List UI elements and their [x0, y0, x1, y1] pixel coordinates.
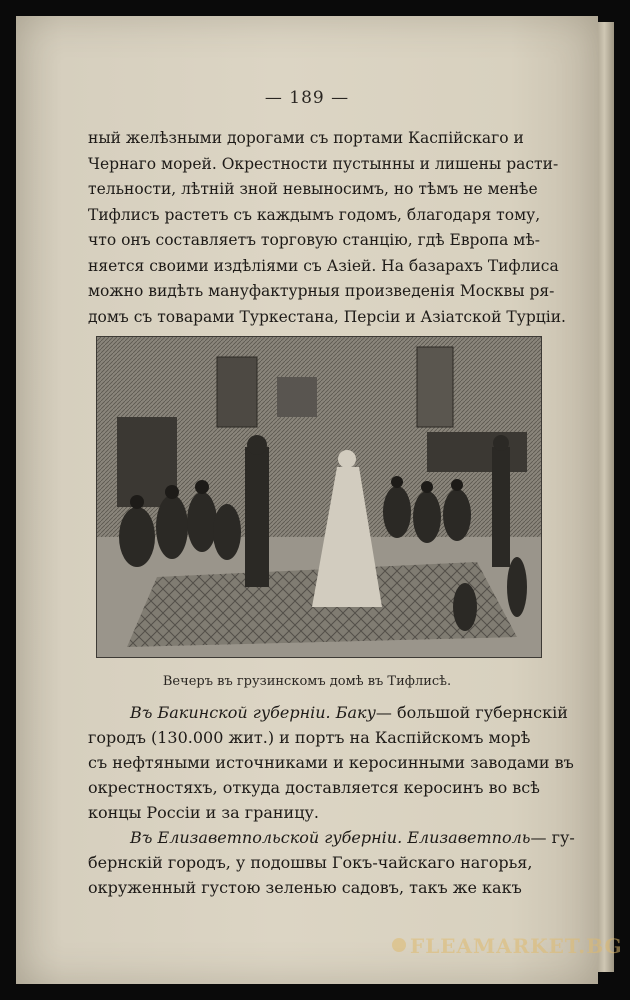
text-line: съ нефтяными источниками и керосинными заводами въ	[88, 753, 574, 772]
text-line: окрестностяхъ, откуда доставляется керосинъ во всѣ	[88, 778, 540, 797]
text-line: окруженный густою зеленью садовъ, такъ же какъ	[88, 878, 522, 897]
text-line: концы Россіи и за границу.	[88, 803, 319, 822]
text-line: ный желѣзными дорогами съ портами Каспійскаго и	[88, 129, 524, 147]
text-line: бернскій городъ, у подошвы Гокъ-чайскаго нагорья,	[88, 853, 533, 872]
text-line: что онъ составляетъ торговую станцію, гдѣ Европа мѣ-	[88, 231, 540, 249]
book-page	[16, 16, 598, 984]
text-line: тельности, лѣтній зной невыносимъ, но тѣмъ не менѣе	[88, 180, 538, 198]
text-line	[88, 825, 575, 850]
page-edge	[598, 22, 614, 972]
text-line: домъ съ товарами Туркестана, Персіи и Азіатской Турціи.	[88, 307, 566, 326]
text-line: Тифлисъ растетъ съ каждымъ годомъ, благодаря тому,	[88, 205, 541, 224]
baku-lead: Въ Бакинской губерніи. Баку	[130, 703, 376, 722]
text-line: можно видѣть мануфактурныя произведенія Москвы ря-	[88, 282, 555, 300]
paragraph-provinces	[88, 700, 575, 900]
paragraph-tiflis	[88, 126, 566, 330]
text-line: Чернаго морей. Окрестности пустынны и лишены расти-	[88, 154, 559, 173]
page-number: — 189 —	[264, 88, 350, 108]
watermark: FLEAMARKET.BG	[410, 934, 623, 958]
text-line: няется своими издѣліями съ Азіей. На базарахъ Тифлиса	[88, 256, 559, 275]
baku-lead-rest: — большой губернскій	[375, 703, 568, 722]
elisavetpol-lead: Въ Елизаветпольской губерніи. Елизаветполь	[130, 828, 531, 847]
illustration-caption: Вечеръ въ грузинскомъ домѣ въ Тифлисѣ.	[162, 674, 452, 689]
engraving-illustration	[96, 336, 542, 658]
text-line	[88, 700, 568, 725]
elisavetpol-lead-rest: — гу-	[530, 828, 575, 847]
text-line: городъ (130.000 жит.) и портъ на Каспійскомъ морѣ	[88, 728, 531, 747]
watermark-logo-icon	[392, 938, 406, 952]
